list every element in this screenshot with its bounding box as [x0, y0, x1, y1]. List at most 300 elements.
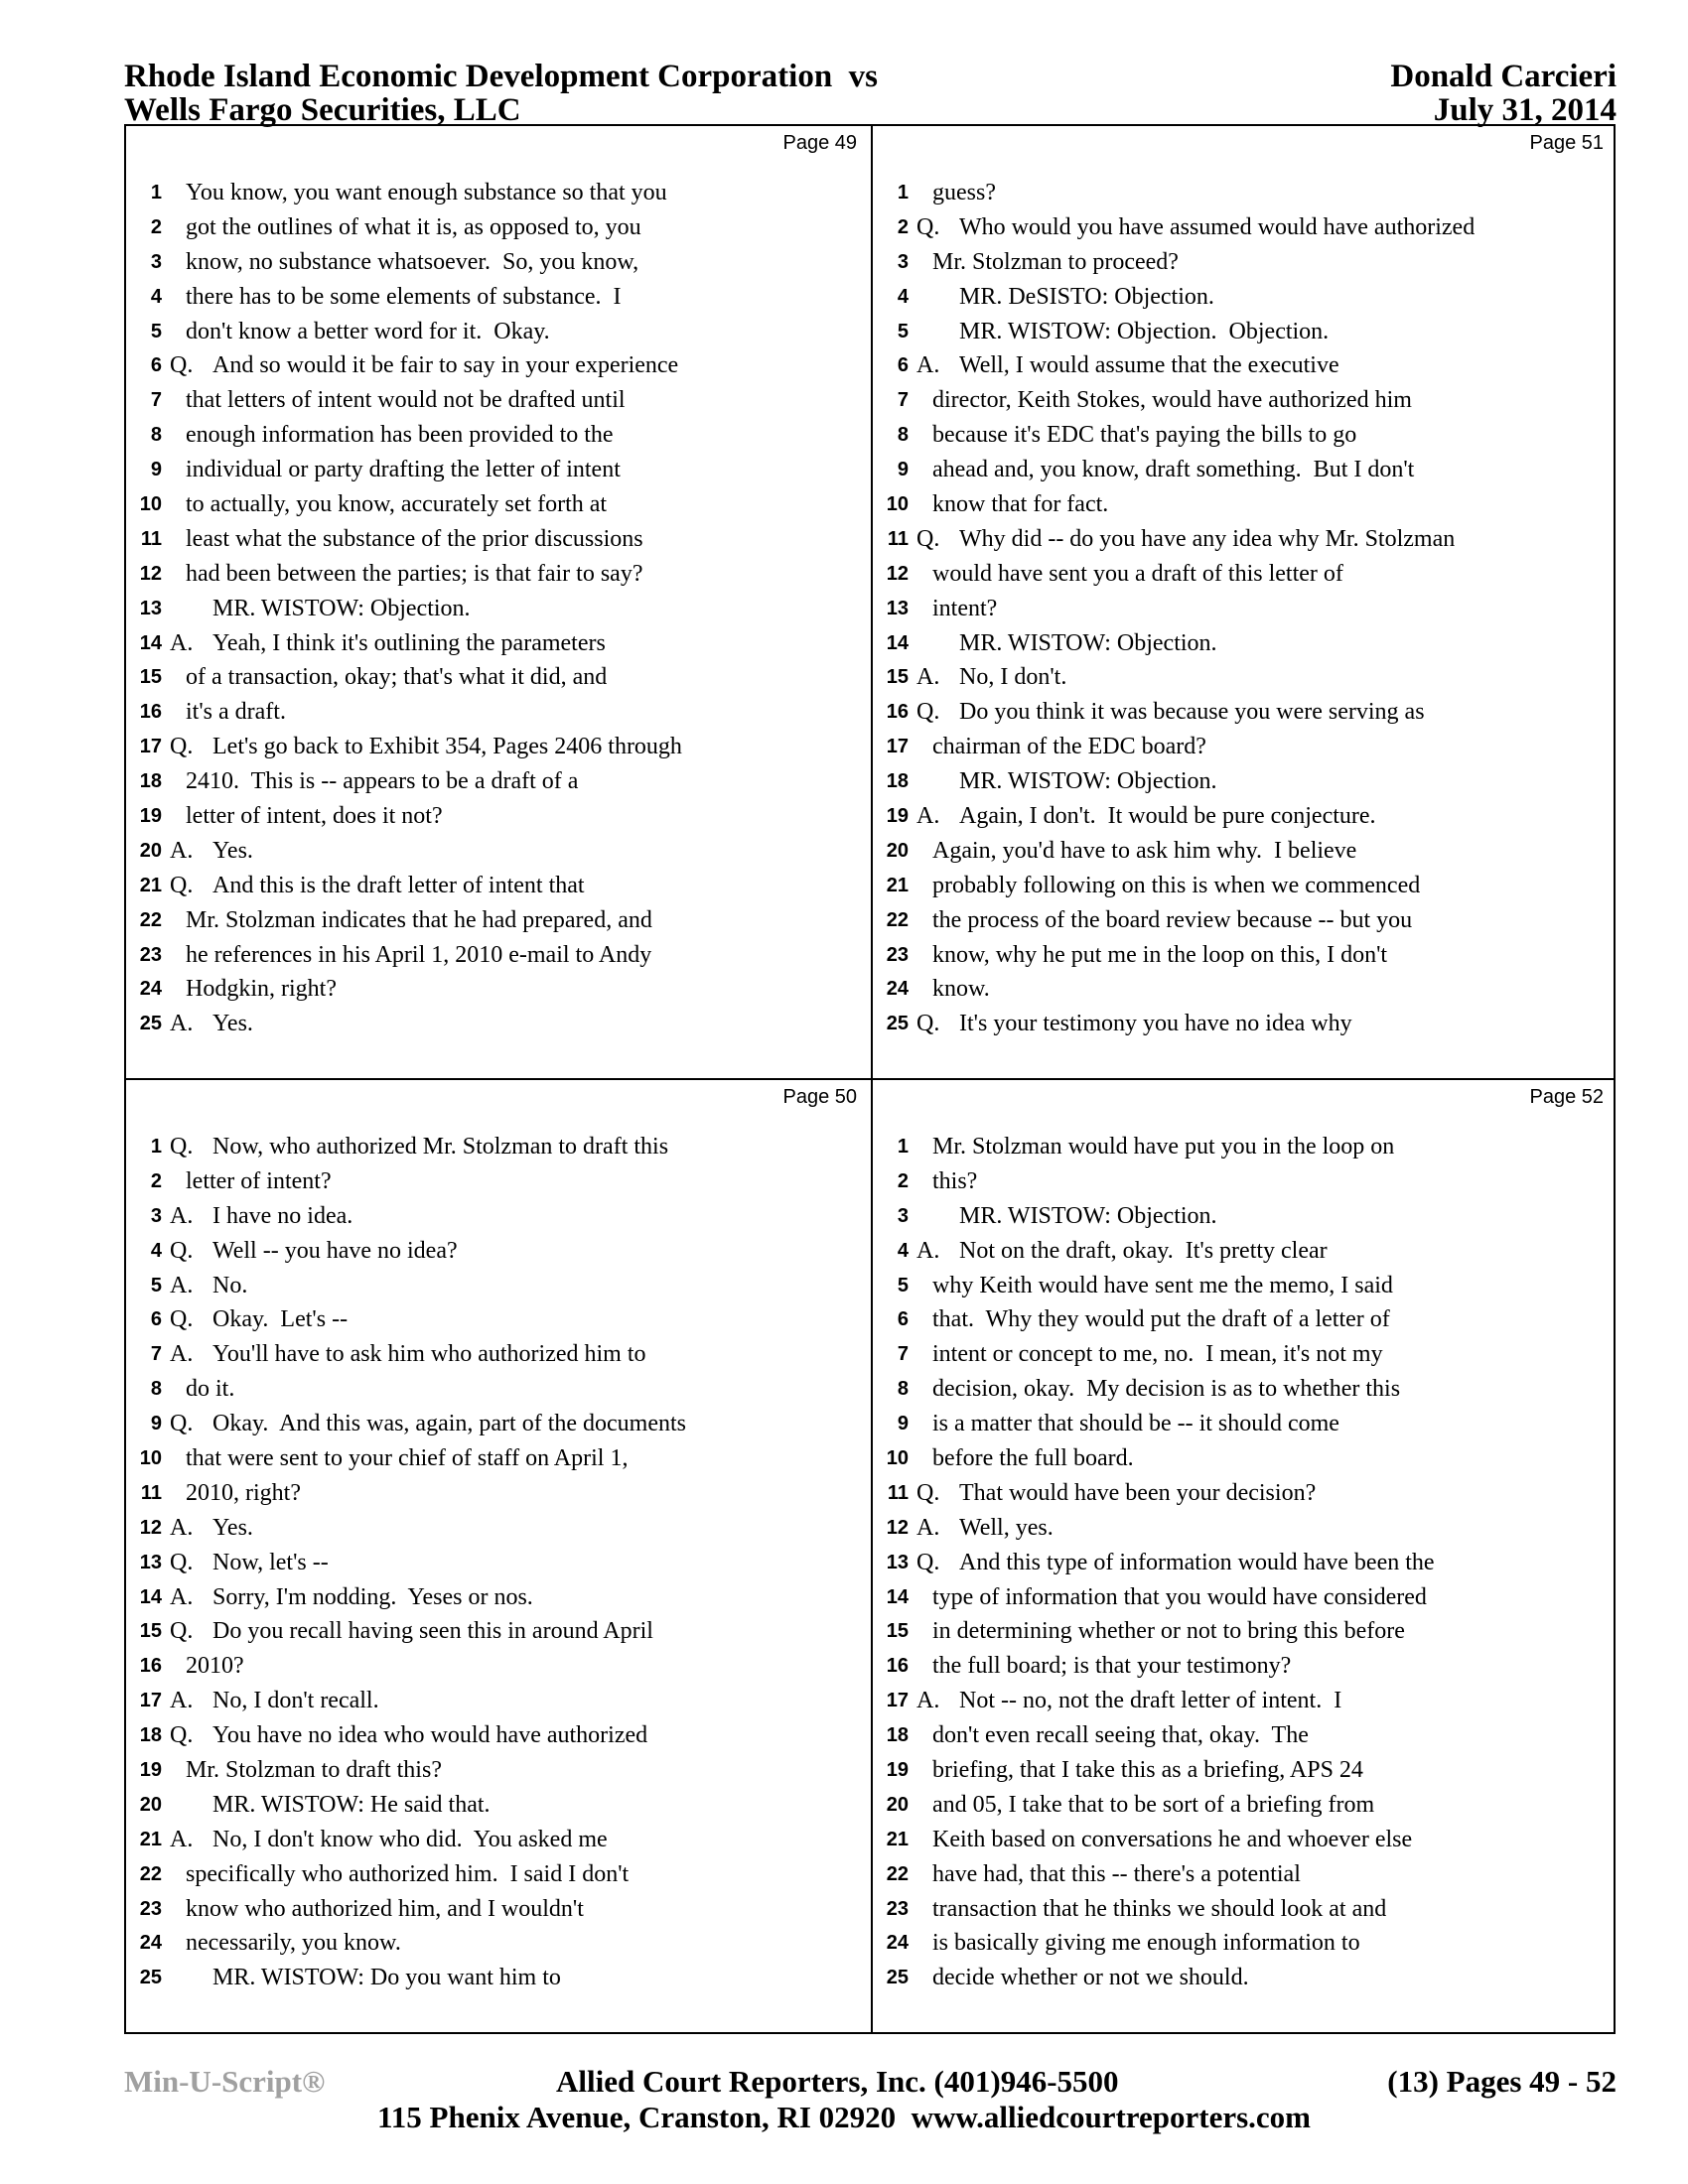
transcript-line	[873, 522, 1616, 557]
transcript-line	[873, 210, 1616, 245]
line-text: probably following on this is when we commenced	[932, 872, 1421, 898]
line-text: that were sent to your chief of staff on April 1,	[186, 1445, 629, 1472]
transcript-line	[126, 938, 869, 973]
qa-marker: A.	[916, 352, 940, 379]
line-number: 1	[897, 1136, 909, 1158]
line-text: letter of intent?	[186, 1167, 332, 1194]
line-text: would have sent you a draft of this letter of	[932, 560, 1343, 587]
line-text: You know, you want enough substance so that you	[186, 180, 667, 205]
transcript-line	[126, 1441, 869, 1476]
line-number: 23	[886, 943, 909, 966]
line-number: 24	[886, 1932, 909, 1955]
line-number: 15	[139, 1620, 162, 1643]
line-number: 20	[139, 1793, 162, 1816]
line-number: 19	[139, 1759, 162, 1782]
case-caption-line-2: Wells Fargo Securities, LLC	[124, 92, 521, 128]
line-number: 14	[139, 631, 162, 654]
line-text: Yes.	[212, 837, 253, 864]
transcript-line	[873, 245, 1616, 280]
line-text: decision, okay. My decision is as to whether this	[932, 1376, 1401, 1403]
transcript-lines	[126, 176, 869, 1041]
footer-address: 115 Phenix Avenue, Cranston, RI 02920 www.alliedcourtreporters.com	[377, 2100, 1311, 2134]
line-number: 3	[897, 1204, 909, 1227]
line-text: It's your testimony you have no idea why	[959, 1011, 1352, 1037]
qa-marker: Q.	[916, 1011, 940, 1037]
line-text: Well -- you have no idea?	[212, 1237, 458, 1264]
line-text: to actually, you know, accurately set forth at	[186, 491, 608, 518]
line-number: 10	[886, 1447, 909, 1470]
transcript-line	[873, 869, 1616, 903]
line-text: least what the substance of the prior discussions	[186, 525, 643, 552]
transcript-line	[873, 1684, 1616, 1718]
line-text: the full board; is that your testimony?	[932, 1653, 1292, 1680]
transcript-page	[126, 126, 869, 1077]
transcript-line	[126, 280, 869, 315]
transcript-line	[873, 1857, 1616, 1892]
line-number: 20	[886, 839, 909, 862]
transcript-line	[873, 1441, 1616, 1476]
line-text: necessarily, you know.	[186, 1930, 401, 1957]
footer-reporter: Allied Court Reporters, Inc. (401)946-5500	[556, 2064, 1119, 2099]
qa-marker: A.	[916, 803, 940, 830]
transcript-line	[126, 176, 869, 210]
transcript-line	[126, 1649, 869, 1684]
line-text: MR. DeSISTO: Objection.	[959, 283, 1214, 310]
line-text: know who authorized him, and I wouldn't	[186, 1895, 584, 1922]
line-text: No, I don't.	[959, 664, 1067, 691]
line-text: No, I don't know who did. You asked me	[212, 1826, 608, 1852]
line-number: 21	[886, 874, 909, 896]
transcript-line	[873, 1372, 1616, 1407]
transcript-line	[126, 1407, 869, 1441]
line-text: MR. WISTOW: Objection.	[212, 595, 471, 621]
transcript-page	[873, 126, 1616, 1077]
line-text: there has to be some elements of substance. I	[186, 283, 622, 310]
line-number: 8	[897, 1378, 909, 1401]
line-number: 8	[150, 1378, 162, 1401]
transcript-line	[126, 245, 869, 280]
line-text: And this type of information would have been the	[959, 1549, 1435, 1575]
line-number: 9	[150, 1413, 162, 1435]
line-text: intent or concept to me, no. I mean, it's not my	[932, 1341, 1383, 1368]
transcript-line	[873, 1788, 1616, 1823]
transcript-line	[126, 1753, 869, 1788]
line-number: 21	[139, 874, 162, 896]
transcript-line	[873, 695, 1616, 730]
line-number: 15	[886, 1620, 909, 1643]
transcript-line	[126, 1337, 869, 1372]
line-text: Well, I would assume that the executive	[959, 352, 1339, 379]
line-text: Keith based on conversations he and whoever else	[932, 1826, 1413, 1852]
line-number: 5	[150, 1274, 162, 1297]
line-text: intent?	[932, 595, 998, 621]
line-text: 2010?	[186, 1653, 244, 1680]
line-text: of a transaction, okay; that's what it did, and	[186, 664, 608, 691]
line-number: 24	[886, 978, 909, 1001]
line-number: 2	[897, 215, 909, 238]
line-text: You'll have to ask him who authorized him to	[212, 1341, 646, 1368]
line-text: Let's go back to Exhibit 354, Pages 2406 through	[212, 734, 682, 760]
line-text: individual or party drafting the letter of intent	[186, 457, 621, 483]
transcript-lines	[126, 1130, 869, 1995]
line-number: 24	[139, 1932, 162, 1955]
line-text: the process of the board review because -- but you	[932, 906, 1413, 933]
line-number: 17	[139, 1690, 162, 1712]
line-text: do it.	[186, 1376, 235, 1403]
transcript-line	[873, 660, 1616, 695]
transcript-line	[873, 1164, 1616, 1199]
line-text: know.	[932, 976, 990, 1003]
line-text: that. Why they would put the draft of a letter of	[932, 1306, 1390, 1333]
qa-marker: A.	[170, 1583, 194, 1610]
line-text: Do you think it was because you were serving as	[959, 699, 1425, 726]
line-number: 16	[139, 1655, 162, 1678]
qa-marker: A.	[170, 629, 194, 656]
line-text: don't know a better word for it. Okay.	[186, 318, 550, 344]
page-number: Page 49	[782, 132, 857, 154]
transcript-line	[126, 1892, 869, 1927]
qa-marker: Q.	[170, 1237, 194, 1264]
transcript-line	[873, 1926, 1616, 1961]
qa-marker: A.	[916, 1514, 940, 1541]
line-number: 21	[886, 1828, 909, 1850]
line-number: 25	[139, 1013, 162, 1035]
line-text: I have no idea.	[212, 1202, 353, 1229]
transcript-line	[126, 1614, 869, 1649]
line-text: Mr. Stolzman indicates that he had prepared, and	[186, 906, 652, 933]
line-text: why Keith would have sent me the memo, I said	[932, 1272, 1393, 1298]
transcript-line	[126, 1164, 869, 1199]
transcript-line	[126, 1130, 869, 1164]
line-text: Do you recall having seen this in around April	[212, 1618, 653, 1645]
line-text: 2010, right?	[186, 1479, 301, 1506]
transcript-line	[126, 1476, 869, 1511]
transcript-line	[873, 1823, 1616, 1857]
transcript-lines	[873, 176, 1616, 1041]
transcript-line	[126, 1684, 869, 1718]
qa-marker: Q.	[916, 1479, 940, 1506]
line-text: MR. WISTOW: Objection. Objection.	[959, 318, 1330, 344]
transcript-line	[126, 764, 869, 799]
transcript-line	[126, 453, 869, 487]
line-number: 7	[150, 389, 162, 412]
line-text: got the outlines of what it is, as opposed to, you	[186, 213, 641, 240]
transcript-line	[873, 1407, 1616, 1441]
line-number: 2	[897, 1169, 909, 1192]
line-number: 13	[139, 1551, 162, 1573]
line-number: 10	[886, 493, 909, 516]
line-text: That would have been your decision?	[959, 1479, 1317, 1506]
line-number: 13	[886, 1551, 909, 1573]
line-text: guess?	[932, 180, 996, 205]
line-number: 19	[886, 1759, 909, 1782]
transcript-line	[126, 557, 869, 592]
line-text: No, I don't recall.	[212, 1688, 379, 1714]
line-number: 12	[886, 1516, 909, 1539]
line-text: And this is the draft letter of intent that	[212, 872, 585, 898]
qa-marker: A.	[170, 1341, 194, 1368]
line-text: Yeah, I think it's outlining the parameters	[212, 629, 606, 656]
transcript-line	[873, 453, 1616, 487]
line-text: Now, let's --	[212, 1549, 329, 1575]
transcript-line	[873, 280, 1616, 315]
transcript-line	[126, 1302, 869, 1337]
transcript-page	[873, 1080, 1616, 2031]
line-text: Sorry, I'm nodding. Yeses or nos.	[212, 1583, 533, 1610]
line-text: MR. WISTOW: Do you want him to	[212, 1965, 561, 1991]
qa-marker: Q.	[170, 352, 194, 379]
transcript-line	[126, 834, 869, 869]
line-number: 3	[150, 250, 162, 273]
page-number: Page 52	[1529, 1086, 1604, 1108]
line-number: 4	[150, 1239, 162, 1262]
line-number: 2	[150, 215, 162, 238]
line-number: 18	[886, 1724, 909, 1747]
line-number: 21	[139, 1828, 162, 1850]
transcript-line	[873, 315, 1616, 349]
line-text: Now, who authorized Mr. Stolzman to draft this	[212, 1134, 669, 1160]
line-text: before the full board.	[932, 1445, 1134, 1472]
transcript-line	[126, 1199, 869, 1234]
transcript-line	[126, 592, 869, 626]
line-number: 14	[886, 631, 909, 654]
qa-marker: A.	[916, 1688, 940, 1714]
transcript-line	[126, 1234, 869, 1269]
line-number: 7	[897, 389, 909, 412]
transcript-line	[873, 834, 1616, 869]
transcript-line	[873, 1892, 1616, 1927]
line-number: 15	[139, 666, 162, 689]
line-number: 13	[139, 597, 162, 619]
transcript-line	[873, 1234, 1616, 1269]
transcript-line	[126, 972, 869, 1007]
line-number: 6	[897, 1308, 909, 1331]
page-number: Page 50	[782, 1086, 857, 1108]
line-number: 5	[150, 320, 162, 342]
qa-marker: Q.	[170, 872, 194, 898]
transcript-line	[873, 1007, 1616, 1041]
line-number: 23	[139, 943, 162, 966]
line-number: 8	[897, 424, 909, 447]
line-number: 4	[150, 285, 162, 308]
deponent-info	[1390, 60, 1617, 127]
line-text: have had, that this -- there's a potential	[932, 1860, 1301, 1887]
transcript-line	[126, 695, 869, 730]
line-text: And so would it be fair to say in your experience	[212, 352, 679, 379]
transcript-line	[873, 1614, 1616, 1649]
line-text: Hodgkin, right?	[186, 976, 337, 1003]
qa-marker: A.	[170, 1688, 194, 1714]
line-number: 11	[140, 1481, 162, 1504]
transcript-line	[126, 418, 869, 453]
transcript-line	[873, 1718, 1616, 1753]
line-number: 9	[150, 459, 162, 481]
line-number: 15	[886, 666, 909, 689]
transcript-line	[873, 418, 1616, 453]
transcript-page	[126, 1080, 869, 2031]
line-number: 19	[139, 805, 162, 828]
qa-marker: A.	[170, 1272, 194, 1298]
qa-marker: A.	[170, 1202, 194, 1229]
line-number: 23	[139, 1897, 162, 1920]
line-number: 12	[139, 1516, 162, 1539]
line-text: No.	[212, 1272, 248, 1298]
line-number: 19	[886, 805, 909, 828]
transcript-line	[873, 1546, 1616, 1580]
line-text: Again, I don't. It would be pure conjecture.	[959, 803, 1376, 830]
line-number: 1	[150, 182, 162, 204]
line-number: 7	[897, 1343, 909, 1366]
line-number: 16	[886, 1655, 909, 1678]
line-number: 11	[887, 1481, 909, 1504]
transcript-line	[126, 1546, 869, 1580]
line-number: 10	[139, 493, 162, 516]
line-text: Mr. Stolzman to proceed?	[932, 248, 1179, 275]
line-number: 18	[139, 1724, 162, 1747]
line-number: 22	[139, 908, 162, 931]
transcript-line	[873, 1753, 1616, 1788]
line-text: Yes.	[212, 1514, 253, 1541]
qa-marker: Q.	[170, 1722, 194, 1749]
line-number: 3	[897, 250, 909, 273]
line-number: 10	[139, 1447, 162, 1470]
qa-marker: Q.	[170, 734, 194, 760]
line-number: 17	[886, 736, 909, 758]
case-caption-line-1: Rhode Island Economic Development Corporation vs	[124, 59, 879, 94]
transcript-line	[126, 522, 869, 557]
qa-marker: Q.	[916, 525, 940, 552]
transcript-line	[126, 1961, 869, 1995]
line-number: 17	[886, 1690, 909, 1712]
line-number: 2	[150, 1169, 162, 1192]
line-text: type of information that you would have considered	[932, 1583, 1427, 1610]
line-text: is basically giving me enough information to	[932, 1930, 1360, 1957]
line-text: Why did -- do you have any idea why Mr. Stolzman	[959, 525, 1456, 552]
transcript-line	[873, 730, 1616, 764]
qa-marker: A.	[170, 1826, 194, 1852]
transcript-line	[126, 1269, 869, 1303]
line-text: briefing, that I take this as a briefing, APS 24	[932, 1757, 1363, 1784]
line-number: 14	[139, 1585, 162, 1608]
line-text: and 05, I take that to be sort of a briefing from	[932, 1791, 1375, 1818]
transcript-line	[126, 315, 869, 349]
transcript-line	[873, 176, 1616, 210]
line-number: 5	[897, 320, 909, 342]
line-text: he references in his April 1, 2010 e-mail to Andy	[186, 941, 652, 968]
qa-marker: Q.	[170, 1549, 194, 1575]
transcript-line	[126, 348, 869, 383]
line-text: this?	[932, 1167, 978, 1194]
transcript-line	[126, 799, 869, 834]
line-text: Not on the draft, okay. It's pretty clear	[959, 1237, 1328, 1264]
line-text: transaction that he thinks we should look at and	[932, 1895, 1387, 1922]
case-caption	[124, 60, 878, 127]
transcript-line	[873, 938, 1616, 973]
line-number: 9	[897, 1413, 909, 1435]
qa-marker: Q.	[170, 1411, 194, 1437]
line-text: know, why he put me in the loop on this, I don't	[932, 941, 1388, 968]
line-text: 2410. This is -- appears to be a draft of a	[186, 768, 579, 795]
transcript-line	[873, 1961, 1616, 1995]
line-text: is a matter that should be -- it should come	[932, 1411, 1339, 1437]
line-text: decide whether or not we should.	[932, 1965, 1249, 1991]
line-number: 8	[150, 424, 162, 447]
line-number: 23	[886, 1897, 909, 1920]
line-text: it's a draft.	[186, 699, 286, 726]
line-text: enough information has been provided to the	[186, 422, 614, 449]
line-number: 22	[886, 908, 909, 931]
transcript-line	[873, 1302, 1616, 1337]
deposition-date: July 31, 2014	[1433, 92, 1617, 128]
transcript-line	[873, 348, 1616, 383]
line-number: 12	[886, 562, 909, 585]
qa-marker: A.	[170, 837, 194, 864]
line-number: 6	[150, 1308, 162, 1331]
transcript-line	[873, 383, 1616, 418]
line-text: specifically who authorized him. I said I don't	[186, 1860, 630, 1887]
line-text: You have no idea who would have authorized	[212, 1722, 648, 1749]
transcript-line	[126, 1580, 869, 1615]
line-text: Again, you'd have to ask him why. I believe	[932, 837, 1357, 864]
transcript-line	[126, 1788, 869, 1823]
line-number: 11	[887, 527, 909, 550]
transcript-line	[126, 1926, 869, 1961]
line-number: 22	[886, 1862, 909, 1885]
line-number: 4	[897, 285, 909, 308]
transcript-line	[126, 626, 869, 661]
qa-marker: A.	[170, 1514, 194, 1541]
line-number: 7	[150, 1343, 162, 1366]
line-number: 3	[150, 1204, 162, 1227]
line-number: 14	[886, 1585, 909, 1608]
line-number: 13	[886, 597, 909, 619]
line-text: because it's EDC that's paying the bills to go	[932, 422, 1357, 449]
transcript-line	[126, 903, 869, 938]
transcript-line	[873, 1130, 1616, 1164]
transcript-line	[126, 210, 869, 245]
line-number: 9	[897, 459, 909, 481]
line-text: don't even recall seeing that, okay. The	[932, 1722, 1309, 1749]
line-number: 17	[139, 736, 162, 758]
qa-marker: A.	[170, 1011, 194, 1037]
transcript-lines	[873, 1130, 1616, 1995]
line-number: 25	[886, 1013, 909, 1035]
transcript-line	[873, 903, 1616, 938]
line-text: know that for fact.	[932, 491, 1109, 518]
deponent-name: Donald Carcieri	[1390, 59, 1617, 94]
transcript-line	[126, 730, 869, 764]
qa-marker: A.	[916, 1237, 940, 1264]
line-number: 1	[150, 1136, 162, 1158]
line-text: Well, yes.	[959, 1514, 1054, 1541]
line-number: 16	[139, 701, 162, 724]
transcript-line	[126, 1511, 869, 1546]
transcript-line	[126, 1372, 869, 1407]
line-number: 18	[886, 770, 909, 793]
line-text: Mr. Stolzman would have put you in the loop on	[932, 1134, 1395, 1160]
transcript-line	[873, 1199, 1616, 1234]
line-text: MR. WISTOW: Objection.	[959, 768, 1217, 795]
transcript-line	[126, 1823, 869, 1857]
transcript-line	[126, 1857, 869, 1892]
transcript-line	[873, 626, 1616, 661]
line-text: Mr. Stolzman to draft this?	[186, 1757, 442, 1784]
line-text: Okay. Let's --	[212, 1306, 349, 1333]
page-number: Page 51	[1529, 132, 1604, 154]
line-text: that letters of intent would not be drafted until	[186, 387, 626, 414]
line-text: MR. WISTOW: Objection.	[959, 1202, 1217, 1229]
line-number: 12	[139, 562, 162, 585]
